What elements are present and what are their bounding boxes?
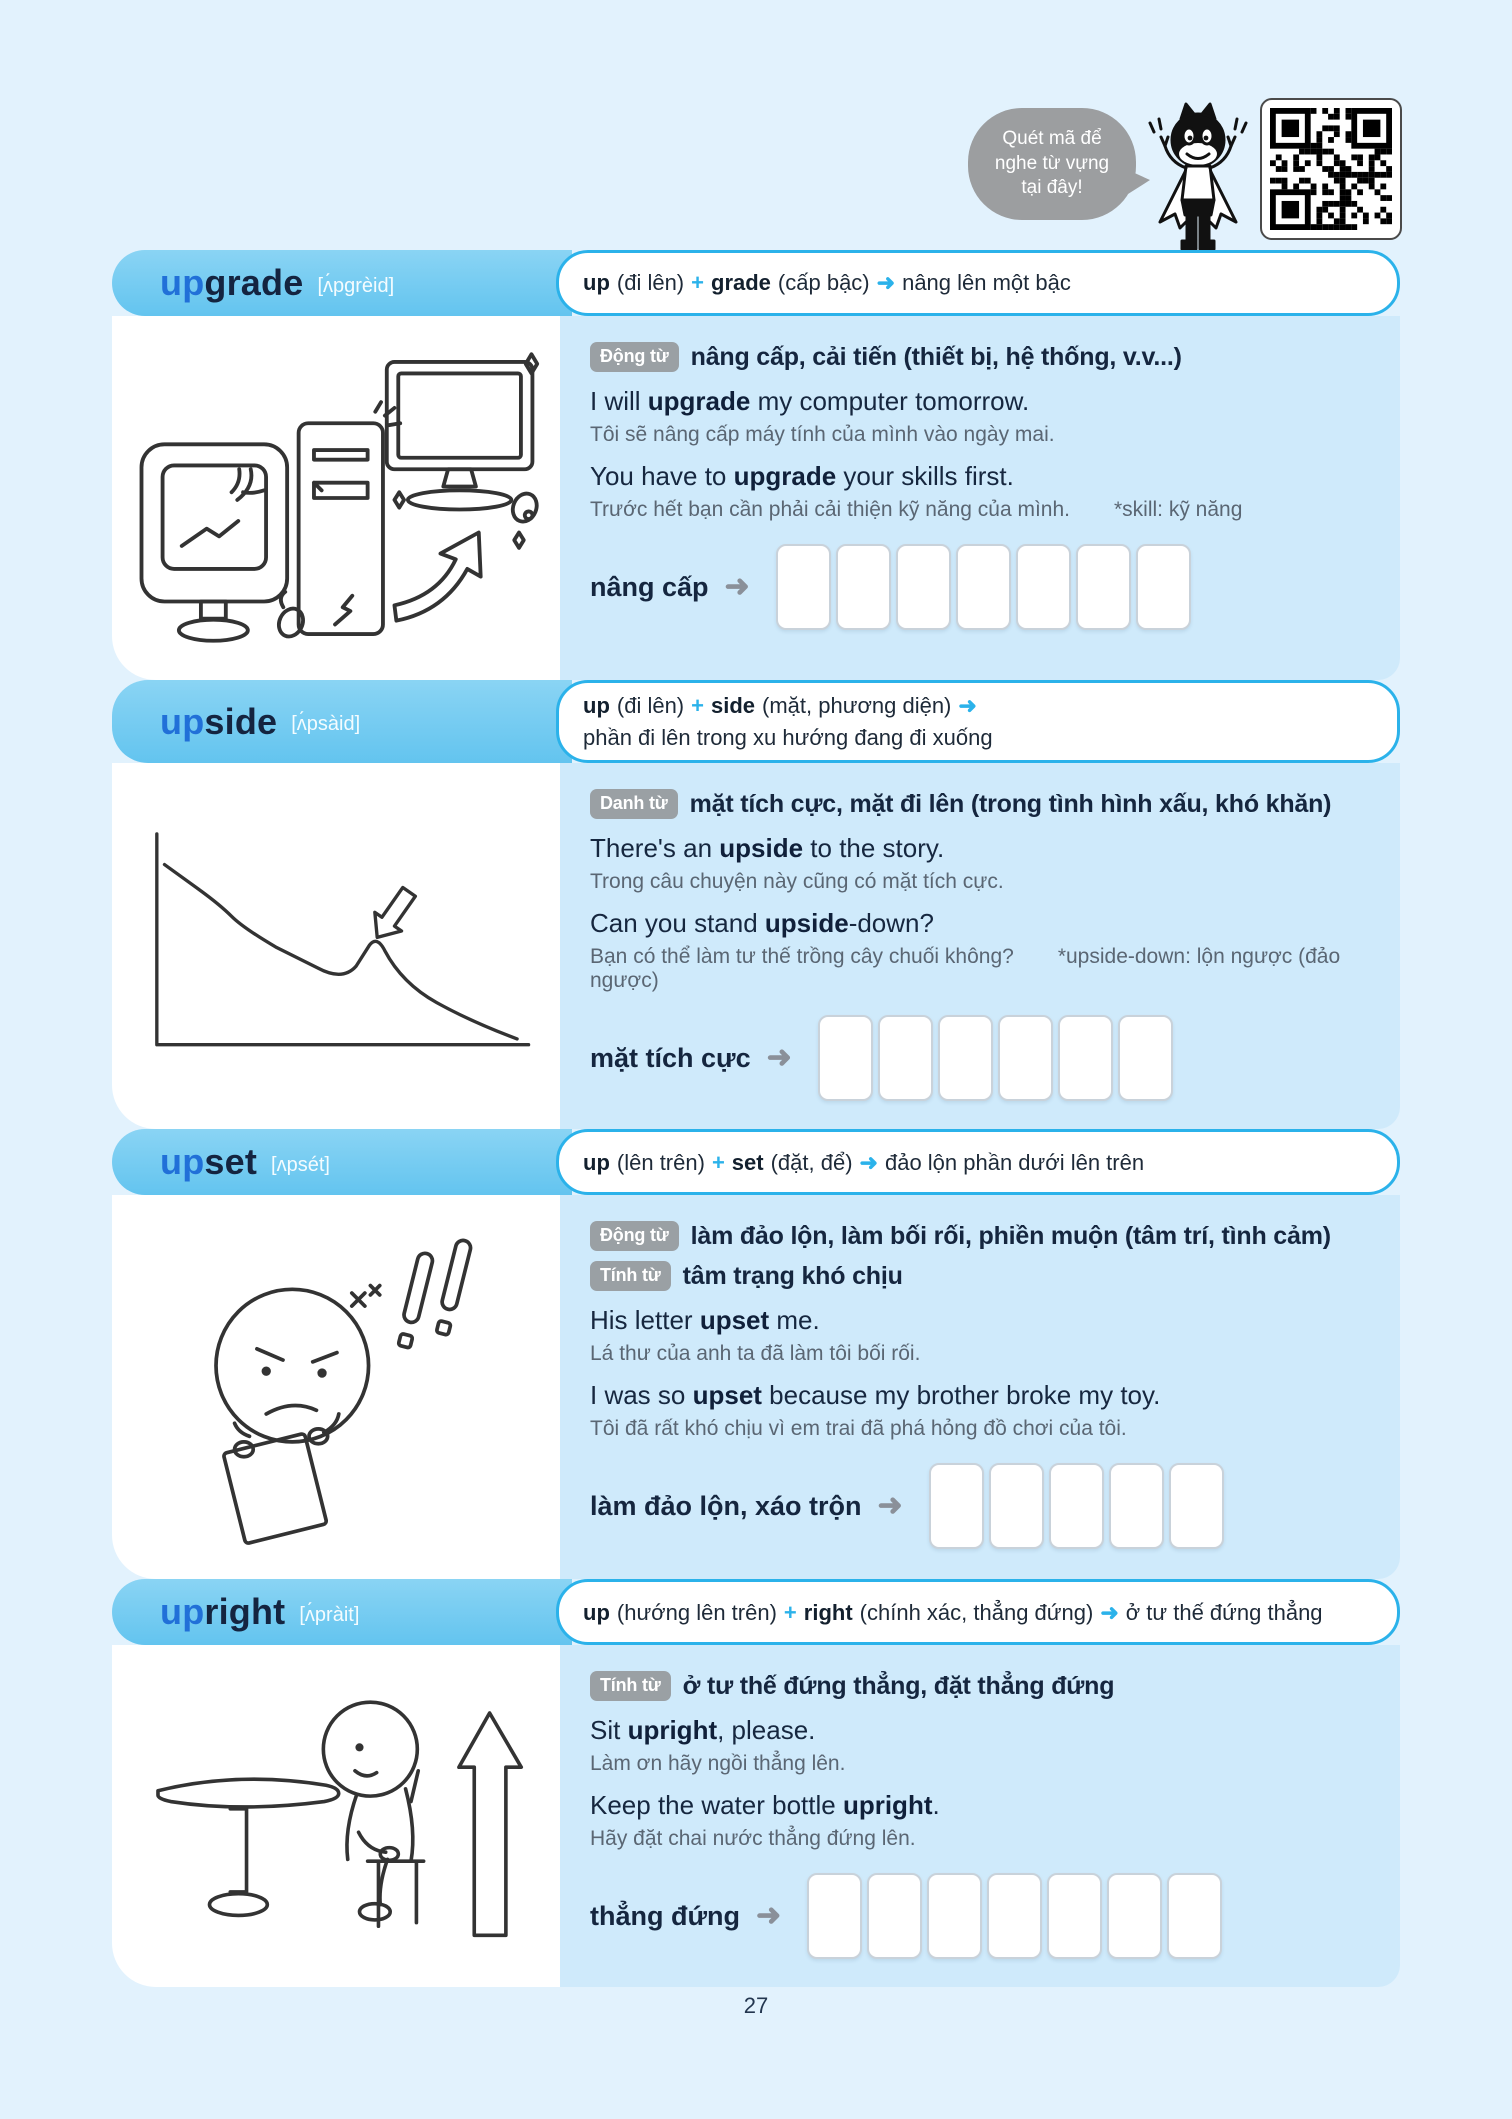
write-box[interactable]: [776, 544, 831, 630]
entry-header: [112, 250, 1400, 316]
example-en-post: .: [932, 1790, 940, 1821]
entry-header: [112, 1579, 1400, 1645]
definition-lines: [590, 1221, 1380, 1291]
example-vn: Trước hết bạn cần phải cải thiện kỹ năng của mình.: [590, 498, 1070, 521]
definition-text: ở tư thế đứng thẳng, đặt thẳng đứng: [682, 1672, 1115, 1701]
breakdown-word2: right: [803, 1599, 853, 1625]
example-vn: Hãy đặt chai nước thẳng đứng lên.: [590, 1827, 916, 1851]
arrow-icon: ➜: [876, 270, 896, 296]
plus-icon: +: [783, 1599, 797, 1625]
breakdown-result: phần đi lên trong xu hướng đang đi xuống: [583, 724, 993, 750]
definition-text: mặt tích cực, mặt đi lên (trong tình hình xấu, khó khăn): [689, 790, 1332, 819]
definition-line: [590, 1261, 1380, 1291]
example-vn: Làm ơn hãy ngồi thẳng lên.: [590, 1752, 846, 1776]
example-vn: Lá thư của anh ta đã làm tôi bối rối.: [590, 1342, 921, 1366]
illustration: [112, 763, 560, 1129]
practice-boxes: [807, 1873, 1222, 1959]
pronunciation: [ʌ́pgrèid]: [317, 274, 395, 297]
entry-body: [112, 316, 1400, 680]
breakdown-word2: side: [711, 693, 756, 718]
breakdown-word2: grade: [711, 270, 771, 296]
write-box[interactable]: [1107, 1873, 1162, 1959]
entry-upright: [112, 1579, 1400, 1987]
write-box[interactable]: [1047, 1873, 1102, 1959]
example-note: *upside-down: lộn ngược (đảo ngược): [590, 945, 1341, 993]
write-box[interactable]: [927, 1873, 982, 1959]
write-box[interactable]: [1167, 1873, 1222, 1959]
qr-code: [1260, 98, 1402, 240]
breakdown-word1: up: [583, 270, 610, 296]
write-box[interactable]: [836, 544, 891, 630]
example-en-pre: There's an: [590, 833, 720, 864]
practice-row: [590, 1463, 1380, 1549]
example-en-pre: I will: [590, 386, 648, 416]
example-keyword: upgrade: [647, 386, 751, 416]
word-breakdown: [556, 1129, 1400, 1195]
write-box[interactable]: [1049, 1463, 1104, 1549]
practice-arrow-icon: ➜: [756, 1899, 782, 1933]
write-box[interactable]: [929, 1463, 984, 1549]
practice-row: [590, 1015, 1380, 1101]
example-en: [590, 833, 1380, 864]
example-keyword: upright: [627, 1715, 718, 1746]
example-en: [590, 1790, 1380, 1821]
pos-tag: Động từ: [590, 1221, 679, 1251]
example-vn: Trong câu chuyện này cũng có mặt tích cực.: [590, 870, 1004, 894]
breakdown-gloss2: (cấp bậc): [777, 270, 870, 296]
breakdown-gloss1: (đi lên): [616, 693, 685, 718]
entry-body: [112, 763, 1400, 1129]
word-pill: [112, 680, 572, 763]
definition-line: [590, 1221, 1380, 1251]
entry-content: [560, 1645, 1400, 1987]
example: [590, 1305, 1380, 1366]
example-vn-line: [590, 945, 1380, 993]
definition-text: tâm trạng khó chịu: [682, 1262, 903, 1291]
write-box[interactable]: [1058, 1015, 1113, 1101]
example-en-post: my computer tomorrow.: [750, 386, 1030, 416]
bubble-line: Quét mã để: [1002, 127, 1102, 149]
example-en-pre: You have to: [590, 461, 734, 491]
write-box[interactable]: [989, 1463, 1044, 1549]
write-box[interactable]: [998, 1015, 1053, 1101]
example-keyword: upside: [764, 908, 849, 939]
practice-row: [590, 544, 1380, 630]
write-box[interactable]: [1118, 1015, 1173, 1101]
write-box[interactable]: [1136, 544, 1191, 630]
example-keyword: upside: [719, 833, 804, 864]
example: [590, 1790, 1380, 1851]
page-number: 27: [743, 1993, 769, 2018]
definition-lines: [590, 342, 1380, 372]
breakdown-gloss1: (đi lên): [616, 270, 685, 296]
example-en-pre: Can you stand: [590, 908, 765, 939]
example-vn-line: [590, 870, 1380, 894]
example-en-post: because my brother broke my toy.: [761, 1380, 1161, 1411]
word-pill: [112, 250, 572, 316]
breakdown-gloss2: (chính xác, thẳng đứng): [859, 1599, 1094, 1625]
arrow-icon: ➜: [859, 1149, 878, 1175]
example-en-post: your skills first.: [836, 461, 1014, 491]
write-box[interactable]: [867, 1873, 922, 1959]
entry-header: [112, 680, 1400, 763]
plus-icon: +: [691, 693, 704, 718]
breakdown-gloss2: (đặt, để): [770, 1149, 853, 1175]
illustration: [112, 1195, 560, 1579]
example-en-pre: I was so: [590, 1380, 693, 1411]
definition-line: [590, 342, 1380, 372]
entry-content: [560, 763, 1400, 1129]
example: [590, 1715, 1380, 1776]
headword-prefix: up: [160, 700, 205, 742]
headword-prefix: up: [160, 1591, 205, 1633]
pronunciation: [ʌpsét]: [271, 1153, 330, 1176]
write-box[interactable]: [896, 544, 951, 630]
breakdown-word2: set: [731, 1149, 764, 1175]
word-breakdown: [556, 250, 1400, 316]
breakdown-word1: up: [583, 693, 610, 718]
breakdown-gloss1: (lên trên): [616, 1149, 705, 1175]
definition-text: làm đảo lộn, làm bối rối, phiền muộn (tâm trí, tình cảm): [690, 1222, 1331, 1251]
breakdown-word1: up: [583, 1149, 610, 1175]
practice-arrow-icon: ➜: [877, 1489, 903, 1523]
practice-boxes: [929, 1463, 1224, 1549]
example-en: [590, 1715, 1380, 1746]
example-en: [590, 461, 1380, 492]
example: [590, 1380, 1380, 1441]
superhero-mascot-icon: [1148, 102, 1248, 259]
entry-content: [560, 1195, 1400, 1579]
example-en-pre: Sit: [590, 1715, 628, 1746]
example-en: [590, 386, 1380, 417]
headword-rest: right: [204, 1591, 286, 1633]
example-en-pre: His letter: [590, 1305, 700, 1336]
practice-label: mặt tích cực: [590, 1042, 751, 1073]
example-en-post: to the story.: [803, 833, 945, 864]
practice-arrow-icon: ➜: [766, 1041, 792, 1075]
headword: [160, 701, 277, 743]
example-keyword: upgrade: [733, 461, 837, 491]
headword-rest: set: [204, 1141, 258, 1183]
practice-label: nâng cấp: [590, 571, 709, 602]
practice-boxes: [776, 544, 1191, 630]
breakdown-gloss2: (mặt, phương diện): [762, 693, 952, 718]
headword-prefix: up: [160, 1141, 205, 1183]
breakdown-word1: up: [583, 1599, 610, 1625]
word-breakdown: [556, 680, 1400, 763]
word-breakdown: [556, 1579, 1400, 1645]
entry-upset: [112, 1129, 1400, 1579]
write-box[interactable]: [1016, 544, 1071, 630]
example-en-post: me.: [769, 1305, 820, 1336]
practice-label: thẳng đứng: [590, 1900, 741, 1931]
arrow-icon: ➜: [1100, 1599, 1119, 1625]
example-en: [590, 908, 1380, 939]
example-note: *skill: kỹ năng: [1114, 498, 1243, 521]
word-pill: [112, 1579, 572, 1645]
headword: [160, 262, 303, 304]
pronunciation: [ʌ́psàid]: [291, 713, 361, 736]
example-en-pre: Keep the water bottle: [590, 1790, 843, 1821]
pronunciation: [ʌ́pràit]: [299, 1603, 360, 1626]
example-vn-line: [590, 423, 1380, 447]
example: [590, 386, 1380, 447]
write-box[interactable]: [1109, 1463, 1164, 1549]
headword-prefix: up: [160, 262, 205, 303]
example-vn: Bạn có thể làm tư thế trồng cây chuối không?: [590, 945, 1014, 969]
example-en-post: , please.: [717, 1715, 816, 1746]
entry-body: [112, 1195, 1400, 1579]
example-vn: Tôi đã rất khó chịu vì em trai đã phá hỏng đồ chơi của tôi.: [590, 1417, 1127, 1441]
practice-row: [590, 1873, 1380, 1959]
practice-boxes: [818, 1015, 1173, 1101]
example-keyword: upset: [699, 1305, 770, 1336]
plus-icon: +: [691, 270, 704, 296]
breakdown-result: nâng lên một bậc: [902, 270, 1071, 296]
example-vn-line: [590, 1342, 1380, 1366]
pos-tag: Tính từ: [590, 1261, 671, 1291]
definition-text: nâng cấp, cải tiến (thiết bị, hệ thống, v.v...): [690, 343, 1182, 371]
example-keyword: upset: [692, 1380, 762, 1411]
example-vn: Tôi sẽ nâng cấp máy tính của mình vào ngày mai.: [590, 423, 1055, 446]
examples: [590, 833, 1380, 993]
write-box[interactable]: [1076, 544, 1131, 630]
entry-header: [112, 1129, 1400, 1195]
entry-body: [112, 1645, 1400, 1987]
example: [590, 461, 1380, 522]
example-vn-line: [590, 1752, 1380, 1776]
example: [590, 833, 1380, 894]
write-box[interactable]: [878, 1015, 933, 1101]
examples: [590, 386, 1380, 522]
practice-arrow-icon: ➜: [724, 570, 750, 603]
write-box[interactable]: [818, 1015, 873, 1101]
breakdown-result: ở tư thế đứng thẳng: [1125, 1599, 1323, 1625]
entry-upside: [112, 680, 1400, 1129]
example-en: [590, 1305, 1380, 1336]
example-vn-line: [590, 498, 1380, 522]
example-en-post: -down?: [848, 908, 934, 939]
word-pill: [112, 1129, 572, 1195]
qr-callout: [968, 98, 1402, 259]
pos-tag: Danh từ: [590, 789, 678, 819]
write-box[interactable]: [1169, 1463, 1224, 1549]
headword-rest: grade: [204, 262, 304, 303]
definition-line: [590, 789, 1380, 819]
entry-content: [560, 316, 1400, 680]
arrow-icon: ➜: [958, 693, 977, 718]
write-box[interactable]: [938, 1015, 993, 1101]
bubble-line: tại đây!: [1021, 177, 1083, 199]
example-vn-line: [590, 1827, 1380, 1851]
practice-label: làm đảo lộn, xáo trộn: [590, 1490, 862, 1521]
pos-tag: Tính từ: [590, 1671, 671, 1701]
write-box[interactable]: [807, 1873, 862, 1959]
headword: [160, 1141, 257, 1183]
headword-rest: side: [204, 700, 278, 742]
entry-upgrade: [112, 250, 1400, 680]
qr-speech-bubble: [968, 108, 1136, 220]
plus-icon: +: [711, 1149, 725, 1175]
breakdown-result: đảo lộn phần dưới lên trên: [884, 1149, 1145, 1175]
example: [590, 908, 1380, 993]
definition-lines: [590, 789, 1380, 819]
definition-line: [590, 1671, 1380, 1701]
example-vn-line: [590, 1417, 1380, 1441]
pos-tag: Động từ: [590, 342, 679, 372]
examples: [590, 1305, 1380, 1441]
example-keyword: upright: [842, 1790, 933, 1821]
definition-lines: [590, 1671, 1380, 1701]
bubble-line: nghe từ vựng: [994, 152, 1110, 174]
illustration: [112, 316, 560, 680]
examples: [590, 1715, 1380, 1851]
illustration: [112, 1645, 560, 1987]
example-en: [590, 1380, 1380, 1411]
headword: [160, 1591, 285, 1633]
breakdown-gloss1: (hướng lên trên): [616, 1599, 777, 1625]
write-box[interactable]: [956, 544, 1011, 630]
write-box[interactable]: [987, 1873, 1042, 1959]
